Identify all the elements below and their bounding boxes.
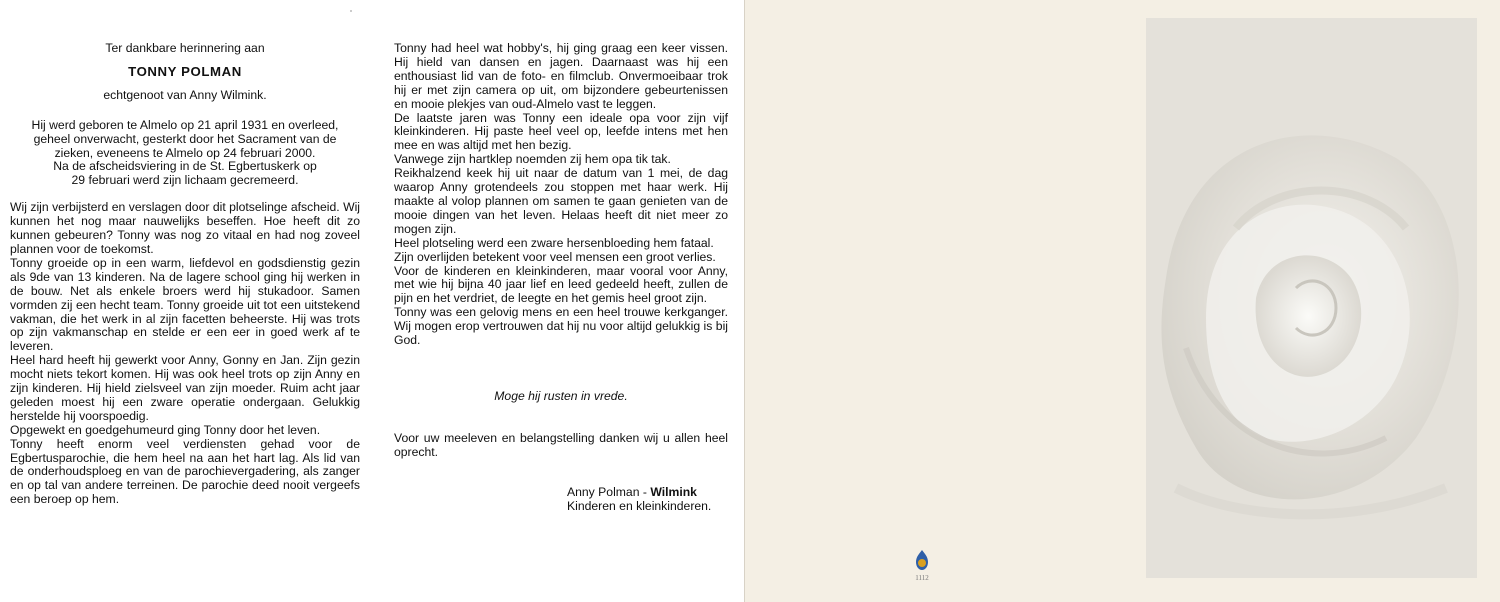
bio-line: zieken, eveneens te Almelo op 24 februari 2000. bbox=[54, 145, 316, 160]
paragraph: Heel hard heeft hij gewerkt voor Anny, Gonny en Jan. Zijn gezin mocht niets tekort komen. Hij was ook heel trots op zijn Anny en zijn kinderen. Hij hield zielsveel van zijn moeder. Ruim acht jaar geleden moest hij een zware operatie ondergaan. Gelukkig herstelde hij voorspoedig. bbox=[10, 353, 360, 423]
signature-name-bold: Wilmink bbox=[650, 484, 697, 499]
paragraph: Heel plotseling werd een zware hersenbloeding hem fataal. bbox=[394, 235, 714, 250]
paragraph: Zijn overlijden betekent voor veel mensen een groot verlies. bbox=[394, 249, 716, 264]
print-code: 1112 bbox=[915, 574, 929, 582]
left-column bbox=[10, 42, 360, 507]
deceased-name: TONNY POLMAN bbox=[128, 63, 242, 79]
bio-line: geheel onverwacht, gesterkt door het Sacrament van de bbox=[33, 131, 337, 146]
bio-line: Hij werd geboren te Almelo op 21 april 1931 en overleed, bbox=[31, 117, 339, 132]
thanks-line: Voor uw meeleven en belangstelling danken wij u allen heel oprecht. bbox=[394, 430, 728, 459]
paragraph: Tonny heeft enorm veel verdiensten gehad voor de Egbertusparochie, die hem heel na aan het hart lag. Als lid van de onderhoudsploeg en van de parochievergadering, als zanger en op tal van andere terreinen. De parochie deed nooit vergeefs een beroep op hem. bbox=[10, 436, 360, 507]
paragraph: Tonny was een gelovig mens en een heel trouwe kerkganger. Wij mogen erop vertrouwen dat hij nu voor altijd gelukkig is bij God. bbox=[394, 305, 728, 348]
signature-block bbox=[567, 486, 728, 514]
bio-line: 29 februari werd zijn lichaam gecremeerd. bbox=[71, 173, 299, 188]
rose-icon bbox=[1146, 18, 1477, 578]
scan-speck bbox=[350, 10, 352, 12]
paragraph: Tonny groeide op in een warm, liefdevol en godsdienstig gezin als 9de van 13 kinderen. Na de lagere school ging hij werken in de bouw. Net als enkele broers werd hij stukadoor. Samen vormden zij een hecht team. Tonny groeide uit tot een uitstekend vakman, die het werk in al zijn facetten beheerste. Hij was trots op zijn vakmanschap en stelde er een eer in goed werk af te leveren. bbox=[10, 255, 360, 354]
paragraph: Vanwege zijn hartklep noemden zij hem opa tik tak. bbox=[394, 152, 671, 167]
motto: Moge hij rusten in vrede. bbox=[494, 388, 628, 403]
bio-block bbox=[10, 119, 360, 189]
paragraph: Opgewekt en goedgehumeurd ging Tonny door het leven. bbox=[10, 422, 321, 437]
signature-name bbox=[567, 486, 728, 500]
bio-line: Na de afscheidsviering in de St. Egbertuskerk op bbox=[53, 159, 317, 174]
signature-name-plain: Anny Polman - bbox=[567, 484, 651, 499]
intro-line: Ter dankbare herinnering aan bbox=[105, 41, 265, 55]
rose-image-panel bbox=[1146, 18, 1477, 578]
spouse-line: echtgenoot van Anny Wilmink. bbox=[103, 87, 267, 102]
paragraph: Voor de kinderen en kleinkinderen, maar vooral voor Anny, met wie hij bijna 40 jaar lief en leed gedeeld heeft, zullen de pijn en het verdriet, de leegte en het gemis heel groot zijn. bbox=[394, 263, 728, 306]
right-column bbox=[394, 42, 728, 513]
paragraph: Wij zijn verbijsterd en verslagen door dit plotselinge afscheid. Wij kunnen het nog maar nauwelijks beseffen. Hoe heeft dit zo kunnen gebeuren? Tonny was nog zo vitaal en had nog zoveel plannen voor de toekomst. bbox=[10, 200, 360, 256]
paragraph: Reikhalzend keek hij uit naar de datum van 1 mei, de dag waarop Anny grotendeels zou stoppen met haar werk. Hij maakte al volop plannen om samen te gaan genieten van de mooie dingen van het leven. Helaas heeft dit niet meer zo mogen zijn. bbox=[394, 166, 728, 236]
paragraph: Tonny had heel wat hobby's, hij ging graag een keer vissen. Hij hield van dansen en jagen. Daarnaast was hij een enthousiast lid van de foto- en filmclub. Onvermoeibaar trok hij er met zijn camera op uit, om bijzondere gebeurtenissen en mooie plekjes van oud-Almelo vast te leggen. bbox=[394, 41, 728, 111]
signature-family: Kinderen en kleinkinderen. bbox=[567, 498, 712, 513]
printer-logo-icon bbox=[913, 550, 931, 572]
paragraph: De laatste jaren was Tonny een ideale opa voor zijn vijf kleinkinderen. Hij paste heel veel op, leefde intens met hen mee en was altijd met hen bezig. bbox=[394, 110, 728, 153]
memorial-card-inside bbox=[0, 0, 745, 602]
